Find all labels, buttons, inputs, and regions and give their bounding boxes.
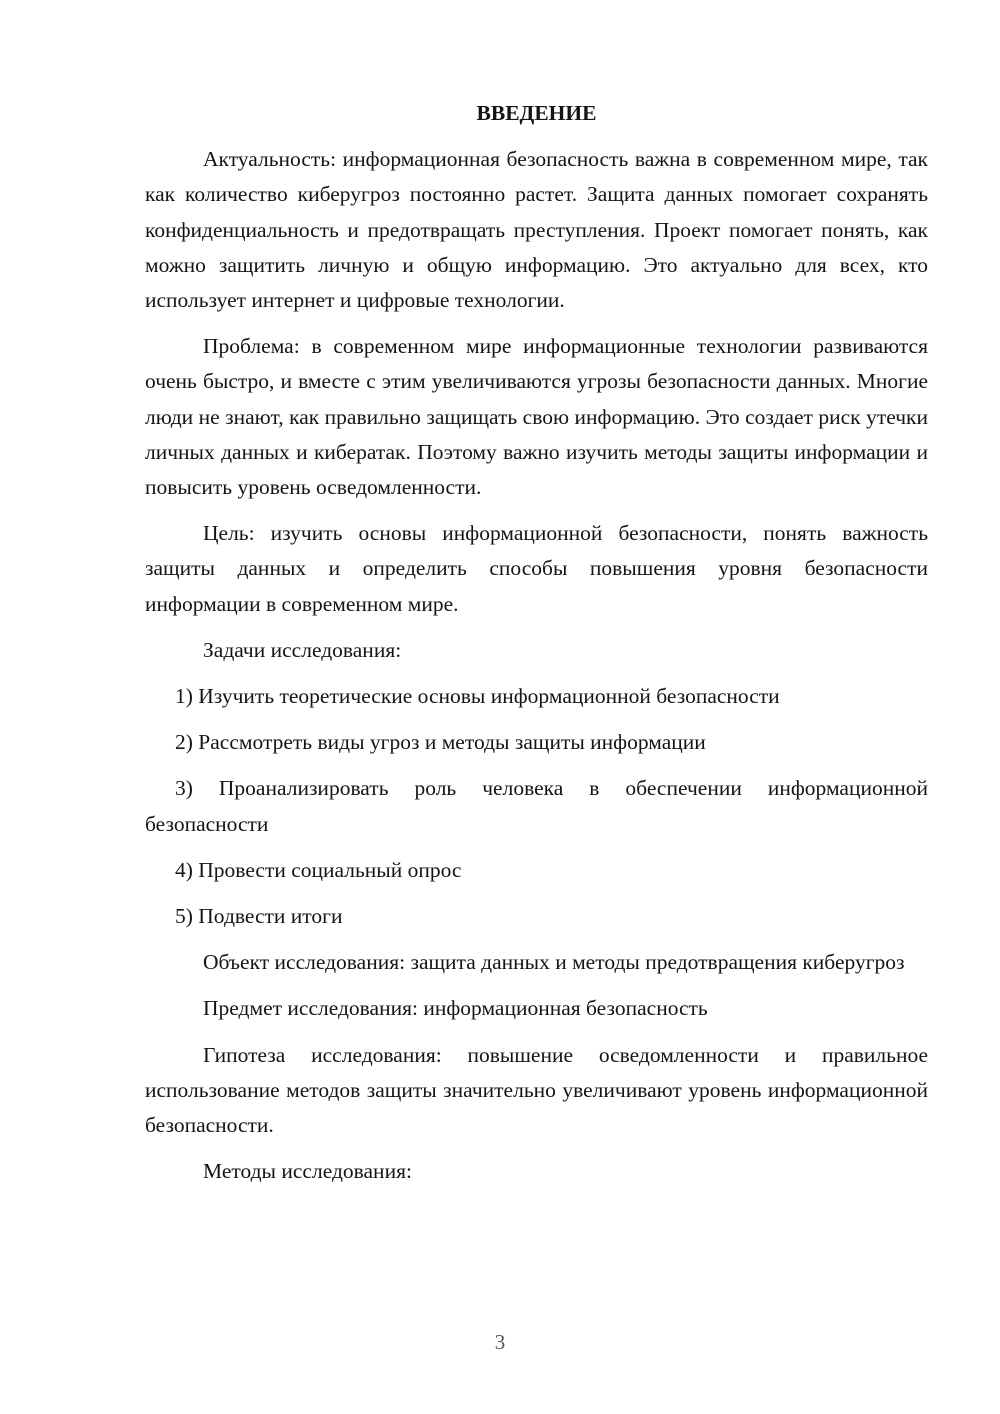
tasks-heading: Задачи исследования: — [203, 637, 402, 662]
paragraph-goal: Цель: изучить основы информационной безопасности, понять важность защиты данных и определить способы повышения уровня безопасности информации в современном мире. — [145, 521, 928, 616]
paragraph-hypothesis: Гипотеза исследования: повышение осведомленности и правильное использование методов защиты значительно увеличивают уровень информационной безопасности. — [145, 1042, 928, 1138]
paragraph-problem: Проблема: в современном мире информационные технологии развиваются очень быстро, и вместе с этим увеличиваются угрозы безопасности данных. Многие люди не знают, как правильно защищать свою информацию. Это создает риск утечки личных данных и кибератак. Поэтому важно изучить методы защиты информации и повысить уровень осведомленности. — [145, 334, 928, 500]
task-item-2: 2) Рассмотреть виды угроз и методы защиты информации — [175, 730, 706, 755]
task-item-4: 4) Провести социальный опрос — [175, 857, 462, 882]
paragraph-subject: Предмет исследования: информационная безопасность — [203, 996, 708, 1021]
page-title: ВВЕДЕНИЕ — [476, 101, 597, 125]
methods-heading: Методы исследования: — [203, 1159, 412, 1184]
task-item-5: 5) Подвести итоги — [175, 904, 343, 929]
paragraph-relevance: Актуальность: информационная безопасность важна в современном мире, так как количество киберугроз постоянно растет. Защита данных помогает сохранять конфиденциальность и предотвращать преступления. Проект помогает понять, как можно защитить личную и общую информацию. Это актуально для всех, кто использует интернет и цифровые технологии. — [145, 147, 928, 313]
task-item-1: 1) Изучить теоретические основы информационной безопасности — [175, 684, 780, 709]
page-content — [145, 96, 928, 1200]
paragraph-object: Объект исследования: защита данных и методы предотвращения киберугроз — [203, 950, 905, 975]
page-number: 3 — [494, 1330, 506, 1354]
task-item-3: 3) Проанализировать роль человека в обеспечении информационной безопасности — [145, 776, 928, 836]
